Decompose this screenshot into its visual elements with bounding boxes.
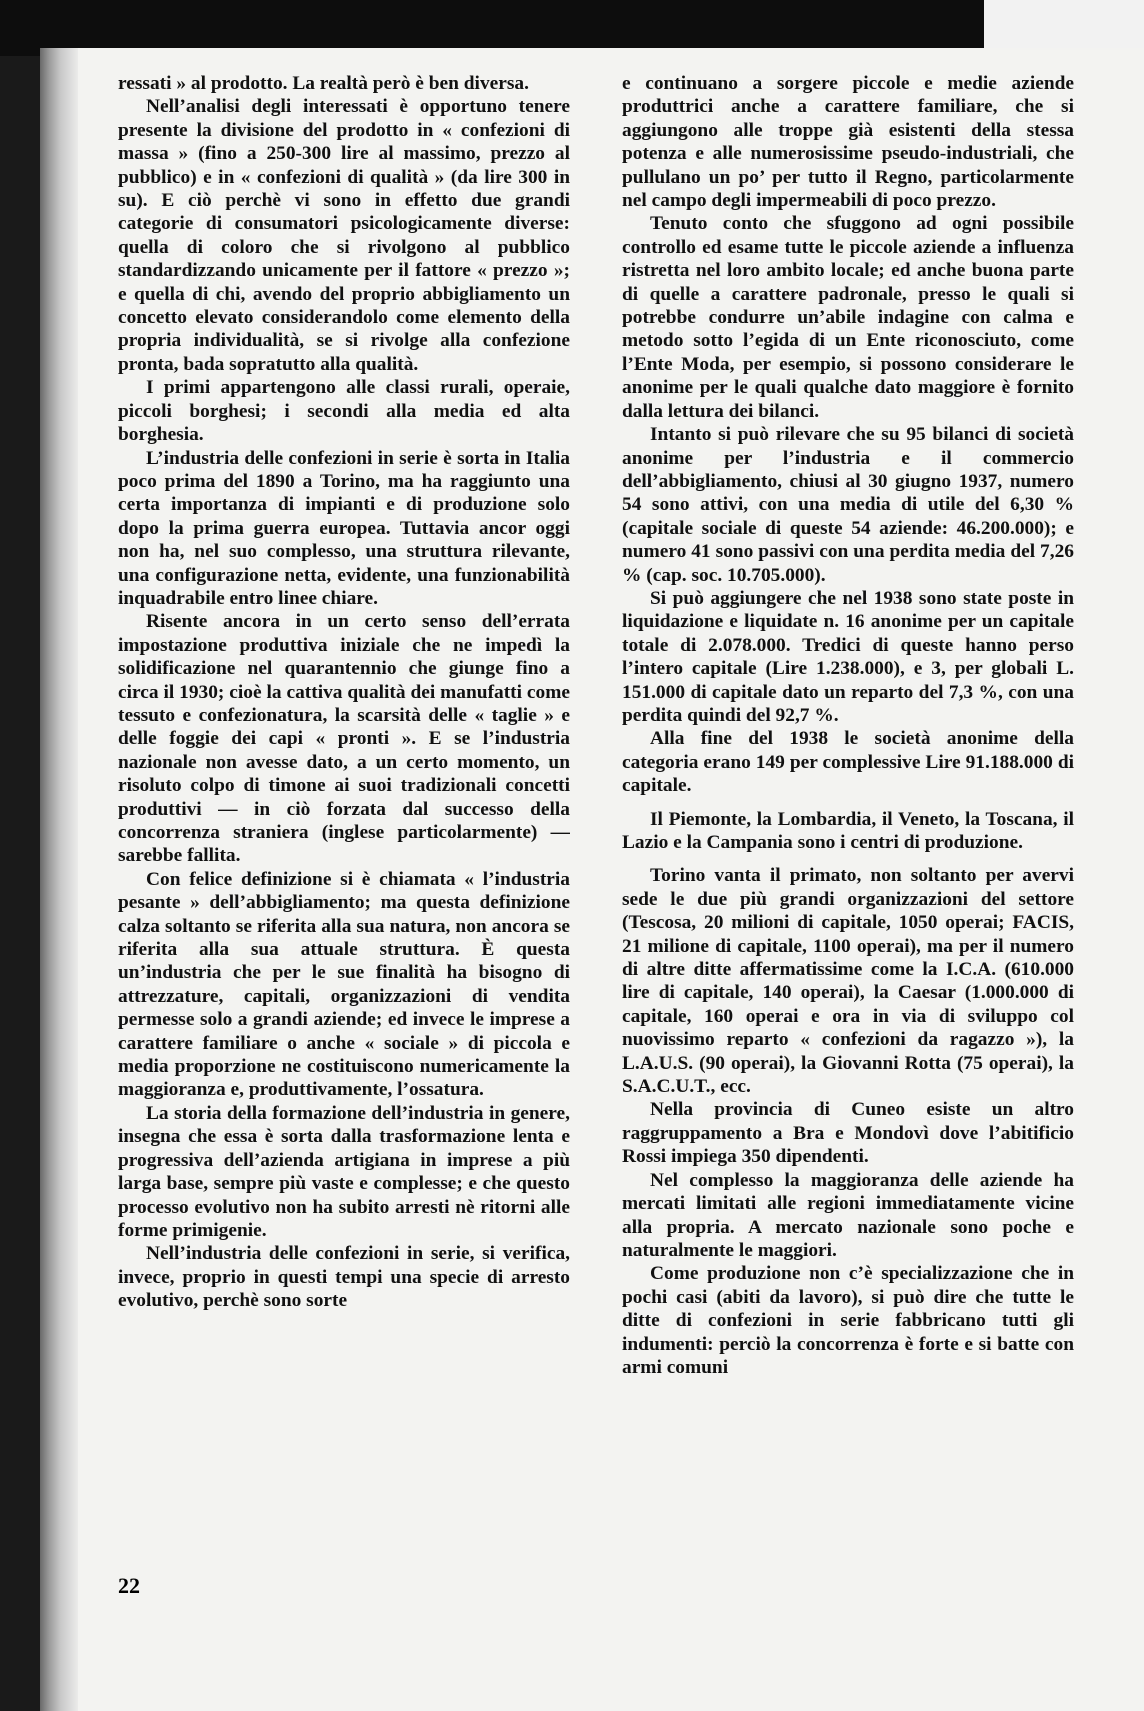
scan-top-corner: [984, 0, 1144, 50]
paragraph: Come produzione non c’è specializzazione che in pochi casi (abiti da lavoro), si può dire che tutte le ditte di confezioni in serie fabbricano tutti gli indumenti: perciò la concorrenza è forte e si batte con armi comuni: [622, 1263, 1074, 1378]
paragraph: Nell’industria delle confezioni in serie, si verifica, invece, proprio in questi tempi una specie di arresto evolutivo, perchè sono sorte: [118, 1243, 570, 1312]
paragraph: La storia della formazione dell’industria in genere, insegna che essa è sorta dalla trasformazione lenta e progressiva dell’azienda artigiana in imprese a più larga base, sempre più vaste e complesse; e che questo processo evolutivo non ha subito arresti nè ritorni alle forme primigenie.: [118, 1102, 570, 1241]
paragraph: ressati » al prodotto. La realtà però è ben diversa.: [118, 73, 529, 94]
paragraph: Nell’analisi degli interessati è opportuno tenere presente la divisione del prodotto in « confezioni di massa » (fino a 250-300 lire al massimo, prezzo al pubblico) e in « confezioni di qualità » (da lire 300 in su). E ciò perchè vi sono in effetto due grandi categorie di consumatori psicologicamente diverse: quella di coloro che si rivolgono al pubblico standardizzando unicamente per il fattore « prezzo »; e quella di chi, avendo del proprio abbigliamento un concetto elevato considerandolo come elemento della propria individualità, se si rivolge alla confezione pronta, bada sopratutto alla qualità.: [118, 96, 570, 375]
page-number: 22: [118, 1573, 140, 1598]
page-spine-shadow: [40, 48, 78, 1711]
paragraph: L’industria delle confezioni in serie è sorta in Italia poco prima del 1890 a Torino, ma ha raggiunto una certa importanza di impianti e di produzione solo dopo la prima guerra europea. Tuttavia ancor oggi non ha, nel suo complesso, una struttura rilevante, una configurazione netta, evidente, una funzionabilità inquadrabile entro linee chiare.: [118, 447, 570, 609]
paragraph: Si può aggiungere che nel 1938 sono state poste in liquidazione e liquidate n. 16 anonime per un capitale totale di 2.078.000. Tredici di queste hanno perso l’intero capitale (Lire 1.238.000), e 3, per globali L. 151.000 di capitale dato un reparto del 7,3 %, con una perdita quindi del 92,7 %.: [622, 587, 1074, 726]
paragraph: e continuano a sorgere piccole e medie aziende produttrici anche a carattere familiare, che si aggiungono alle troppe già esistenti della stessa potenza e alle numerosissime pseudo-industriali, che pullulano un po’ per tutto il Regno, particolarmente nel campo degli impermeabili di poco prezzo.: [622, 73, 1074, 212]
paragraph: Risente ancora in un certo senso dell’errata impostazione produttiva iniziale che ne impedì la solidificazione nel quarantennio che giunge fino a circa il 1930; cioè la cattiva qualità dei manufatti come tessuto e confezionatura, la scarsità delle « taglie » e delle foggie dei capi « pronti ». E se l’industria nazionale non avesse dato, a un certo momento, un risoluto colpo di timone ai suoi tradizionali concetti produttivi — in ciò forzata dal successo della concorrenza straniera (inglese particolarmente) — sarebbe fallita.: [118, 611, 570, 867]
paragraph: I primi appartengono alle classi rurali, operaie, piccoli borghesi; i secondi alla media ed alta borghesia.: [118, 377, 570, 446]
paragraph: Torino vanta il primato, non soltanto per avervi sede le due più grandi organizzazioni del settore (Tescosa, 20 milioni di capitale, 1050 operai; FACIS, 21 milione di capitale, 1100 operai), ma per il numero di altre ditte affermatissime come la I.C.A. (610.000 lire di capitale, 140 operai), la Caesar (1.000.000 di capitale, 160 operai e ora in via di sviluppo col nuovissimo reparto « confezioni da ragazzo »), la L.A.U.S. (90 operai), la Giovanni Rotta (75 operai), la S.A.C.U.T., ecc.: [622, 865, 1074, 1098]
paragraph: Con felice definizione si è chiamata « l’industria pesante » dell’abbigliamento; ma questa definizione calza soltanto se riferita alla sua natura, non ancora se riferita alla sua attuale struttura. È questa un’industria che per le sue finalità ha bisogno di attrezzature, capitali, organizzazioni di vendita permesse solo a grandi aziende; ed invece le imprese a carattere familiare o anche « sociale » di piccola e media proporzione ne costituiscono numericamente la maggioranza e, produttivamente, l’ossatura.: [118, 868, 570, 1101]
paragraph: Tenuto conto che sfuggono ad ogni possibile controllo ed esame tutte le piccole aziende a influenza ristretta nel loro ambito locale; ed anche buona parte di quelle a carattere padronale, presso le quali si potrebbe condurre un’abile indagine con calma e metodo sotto l’egida di un Ente riconosciuto, come l’Ente Moda, per esempio, si possono considerare le anonime per le quali qualche dato maggiore è fornito dalla lettura dei bilanci.: [622, 213, 1074, 422]
paragraph: Il Piemonte, la Lombardia, il Veneto, la Toscana, il Lazio e la Campania sono i centri di produzione.: [622, 808, 1074, 853]
left-text-column: [118, 72, 570, 1632]
paragraph: Intanto si può rilevare che su 95 bilanci di società anonime per l’industria e il commercio dell’abbigliamento, chiusi al 30 giugno 1937, numero 54 sono attivi, con una media di utile del 6,30 % (capitale sociale di queste 54 aziende: 46.200.000); e numero 41 sono passivi con una perdita media del 7,26 % (cap. soc. 10.705.000).: [622, 424, 1074, 586]
paragraph: Alla fine del 1938 le società anonime della categoria erano 149 per complessive Lire 91.188.000 di capitale.: [622, 728, 1074, 797]
paragraph: Nel complesso la maggioranza delle aziende ha mercati limitati alle regioni immediatamente vicine alla propria. A mercato nazionale sono poche e naturalmente le maggiori.: [622, 1169, 1074, 1261]
paragraph: Nella provincia di Cuneo esiste un altro raggruppamento a Bra e Mondovì dove l’abitificio Rossi impiega 350 dipendenti.: [622, 1099, 1074, 1168]
right-text-column: [622, 72, 1074, 1632]
